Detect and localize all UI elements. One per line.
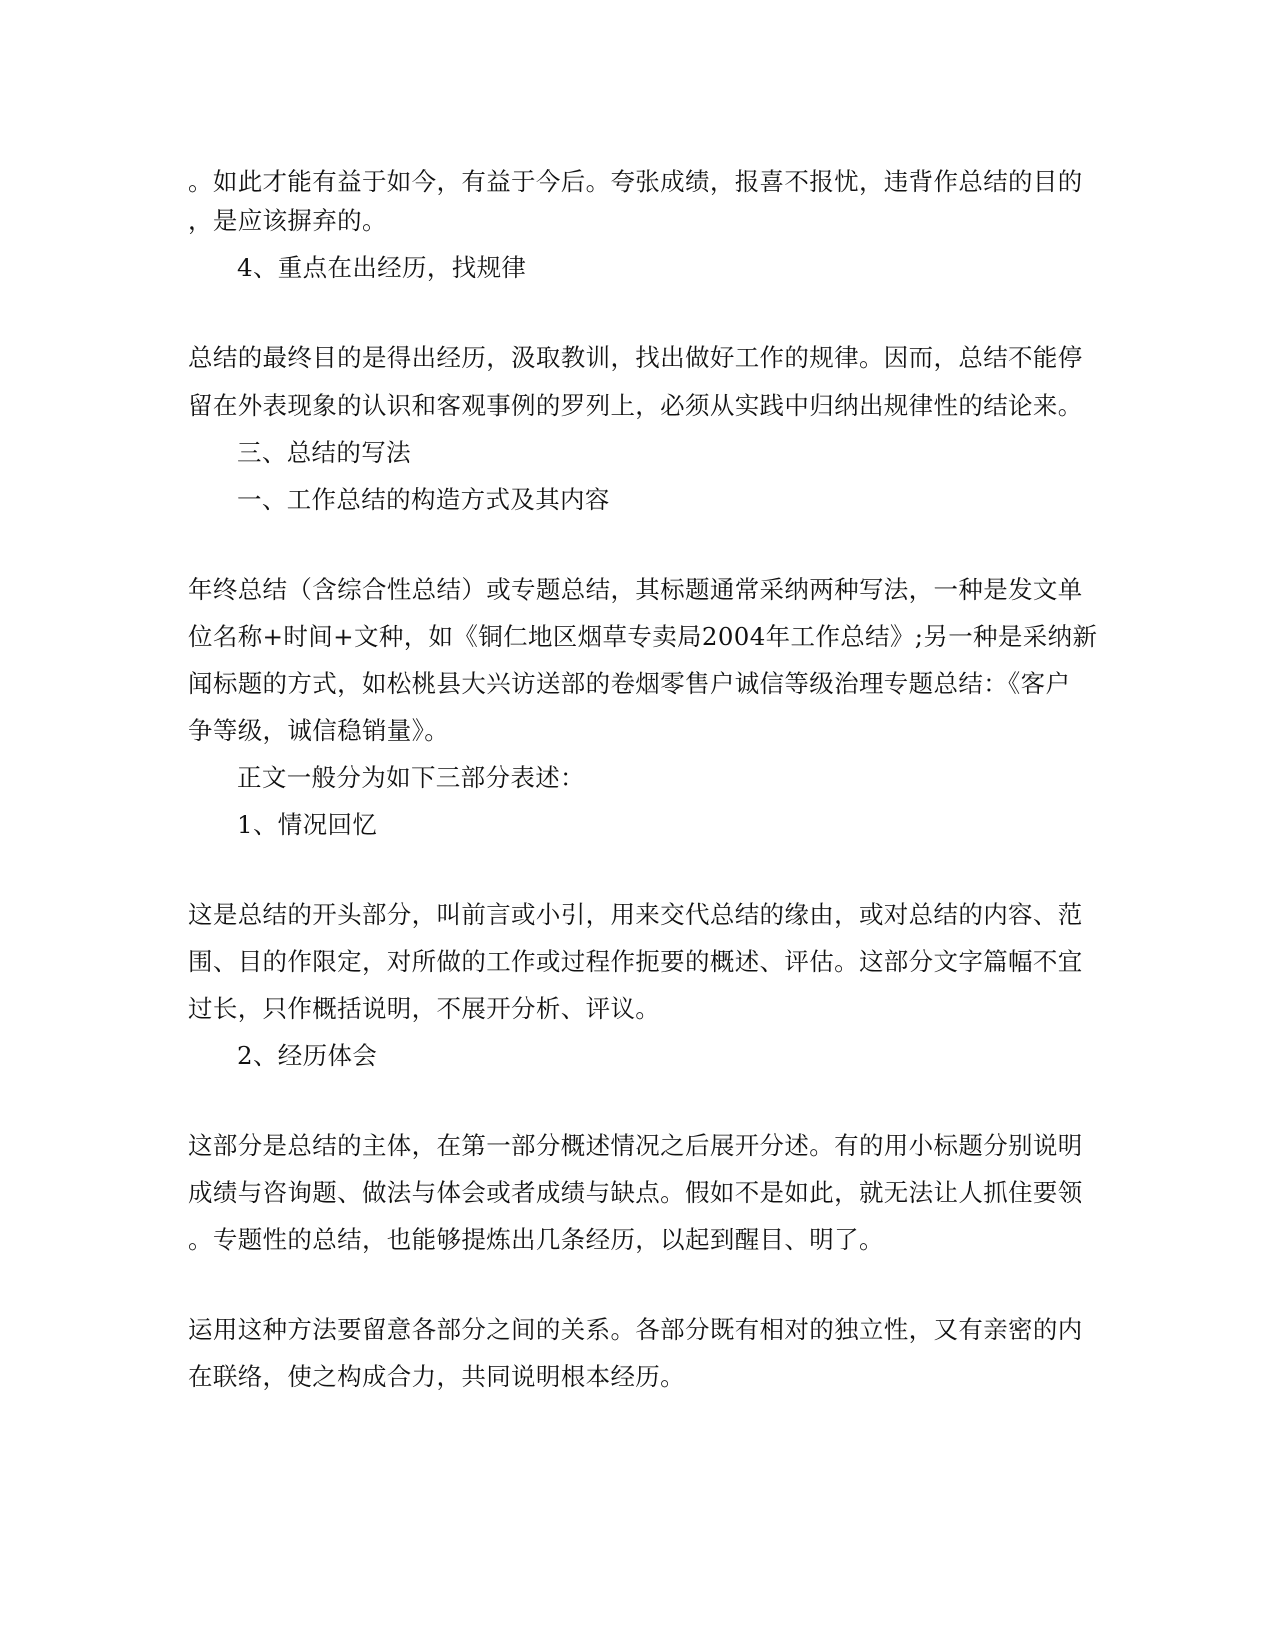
section-heading: 1、情况回忆 (237, 810, 378, 839)
section-heading: 4、重点在出经历，找规律 (237, 253, 527, 282)
text-line: 闻标题的方式，如松桃县大兴访送部的卷烟零售户诚信等级治理专题总结：《客户 (188, 669, 1071, 698)
text-line: 争等级，诚信稳销量》。 (188, 716, 450, 745)
text-line: 成绩与咨询题、做法与体会或者成绩与缺点。假如不是如此，就无法让人抓住要领 (188, 1178, 1083, 1207)
section-heading: 2、经历体会 (237, 1041, 378, 1070)
text-line: 总结的最终目的是得出经历，汲取教训，找出做好工作的规律。因而，总结不能停 (188, 343, 1083, 372)
text-line: 位名称+时间+文种，如《铜仁地区烟草专卖局2004年工作总结》;另一种是采纳新 (188, 622, 1098, 651)
section-heading: 三、总结的写法 (237, 438, 411, 467)
text-line: 运用这种方法要留意各部分之间的关系。各部分既有相对的独立性，又有亲密的内 (188, 1315, 1083, 1344)
text-line: 围、目的作限定，对所做的工作或过程作扼要的概述、评估。这部分文字篇幅不宜 (188, 947, 1083, 976)
section-heading: 一、工作总结的构造方式及其内容 (237, 485, 610, 514)
text-line: 。专题性的总结，也能够提炼出几条经历，以起到醒目、明了。 (188, 1225, 884, 1254)
text-line: 这是总结的开头部分，叫前言或小引，用来交代总结的缘由，或对总结的内容、范 (188, 900, 1083, 929)
text-line: 在联络，使之构成合力，共同说明根本经历。 (188, 1362, 685, 1391)
text-line: ，是应该摒弃的。 (188, 206, 387, 235)
text-line: 。如此才能有益于如今，有益于今后。夸张成绩，报喜不报忧，违背作总结的目的 (188, 167, 1083, 196)
text-line: 这部分是总结的主体，在第一部分概述情况之后展开分述。有的用小标题分别说明 (188, 1131, 1083, 1160)
text-line: 留在外表现象的认识和客观事例的罗列上，必须从实践中归纳出规律性的结论来。 (188, 391, 1083, 420)
text-line: 年终总结（含综合性总结）或专题总结，其标题通常采纳两种写法，一种是发文单 (188, 575, 1083, 604)
text-line: 过长，只作概括说明，不展开分析、评议。 (188, 994, 661, 1023)
text-line: 正文一般分为如下三部分表述： (237, 763, 585, 792)
